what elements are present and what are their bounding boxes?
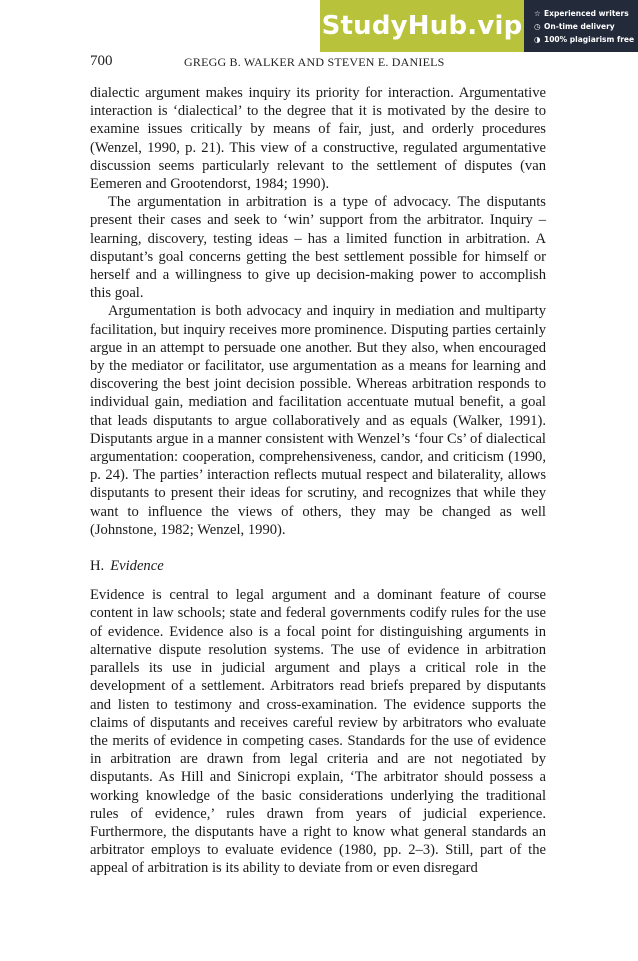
watermark-banner[interactable] [320, 0, 638, 52]
running-title: GREGG B. WALKER AND STEVEN E. DANIELS [184, 55, 445, 69]
section-heading [90, 557, 546, 575]
star-icon: ☆ [534, 8, 541, 18]
feature-on-time-delivery [534, 20, 638, 33]
feature-text: Experienced writers [544, 8, 629, 18]
shield-icon: ◑ [534, 34, 541, 44]
brand-features [524, 0, 638, 52]
feature-text: 100% plagiarism free [544, 34, 635, 44]
section-label: H. [90, 558, 105, 575]
paragraph: Argumentation is both advocacy and inquiry in mediation and multiparty facilitation, but inquiry receives more prominence. Disputing parties certainly argue in an attempt to persuade one another. But they also, when encouraged by the mediator or facilitator, use argumentation as a means for learning and discovering the best joint decision possible. Whereas arbitration responds to individual gain, mediation and facilitation accentuate mutual benefit, a goal that leads disputants to argue collaboratively and as equals (Walker, 1991). Disputants argue in a manner consistent with Wenzel’s ‘four Cs’ of dialectical argumentation: cooperation, comprehensiveness, candor, and criticism (1990, p. 24). The parties’ interaction reflects mutual respect and bilaterality, allows disputants to present their ideas for scrutiny, and recognizes that while they want to influence the views of others, they may be changed as well (Johnstone, 1982; Wenzel, 1990). [90, 303, 546, 538]
brand-name: StudyHub.vip [321, 11, 523, 41]
feature-plagiarism-free [534, 33, 638, 46]
paragraph: The argumentation in arbitration is a type of advocacy. The disputants present their cases and seek to ‘win’ support from the arbitrator. Inquiry – learning, discovery, testing ideas – has a limited function in arbitration. A disputant’s goal concerns getting the best settlement possible for himself or herself and a willingness to give up decision-making power to accomplish this goal. [90, 194, 546, 302]
page-number: 700 [90, 53, 113, 69]
section-title: Evidence [110, 558, 164, 575]
clock-icon: ◷ [534, 21, 541, 31]
running-header [90, 53, 550, 71]
paragraph: Evidence is central to legal argument and a dominant feature of course content in law schools; state and federal governments codify rules for the use of evidence. Evidence also is a focal point for distinguishing arguments in alternative dispute resolution systems. The use of evidence in arbitration parallels its use in judicial argument and plays a critical role in the development of a settlement. Arbitrators read briefs prepared by disputants and listen to testimony and cross-examination. The evidence supports the claims of disputants and receives careful review by arbitrators who evaluate the merits of evidence in competing cases. Standards for the use of evidence in arbitration are drawn from legal criteria and are not negotiated by disputants. As Hill and Sinicropi explain, ‘The arbitrator should possess a working knowledge of the basic considerations underlying the traditional rules of evidence,’ rules drawn from years of judicial experience. Furthermore, the disputants have a right to know what general standards an arbitrator employs to evaluate evidence (1980, pp. 2–3). Still, part of the appeal of arbitration is its ability to deviate from or even disregard [90, 587, 546, 877]
feature-experienced-writers [534, 7, 638, 20]
feature-text: On-time delivery [544, 21, 615, 31]
body-text [90, 84, 546, 878]
paragraph: dialectic argument makes inquiry its priority for interaction. Argumentative interaction is ‘dialectical’ to the degree that it is motivated by the desire to examine issues critically by means of fair, just, and orderly procedures (Wenzel, 1990, p. 21). This view of a constructive, regulated argumentative discussion seems particularly relevant to the settlement of disputes (van Eemeren and Grootendorst, 1984; 1990). [90, 85, 546, 193]
brand-logo[interactable] [320, 0, 524, 52]
